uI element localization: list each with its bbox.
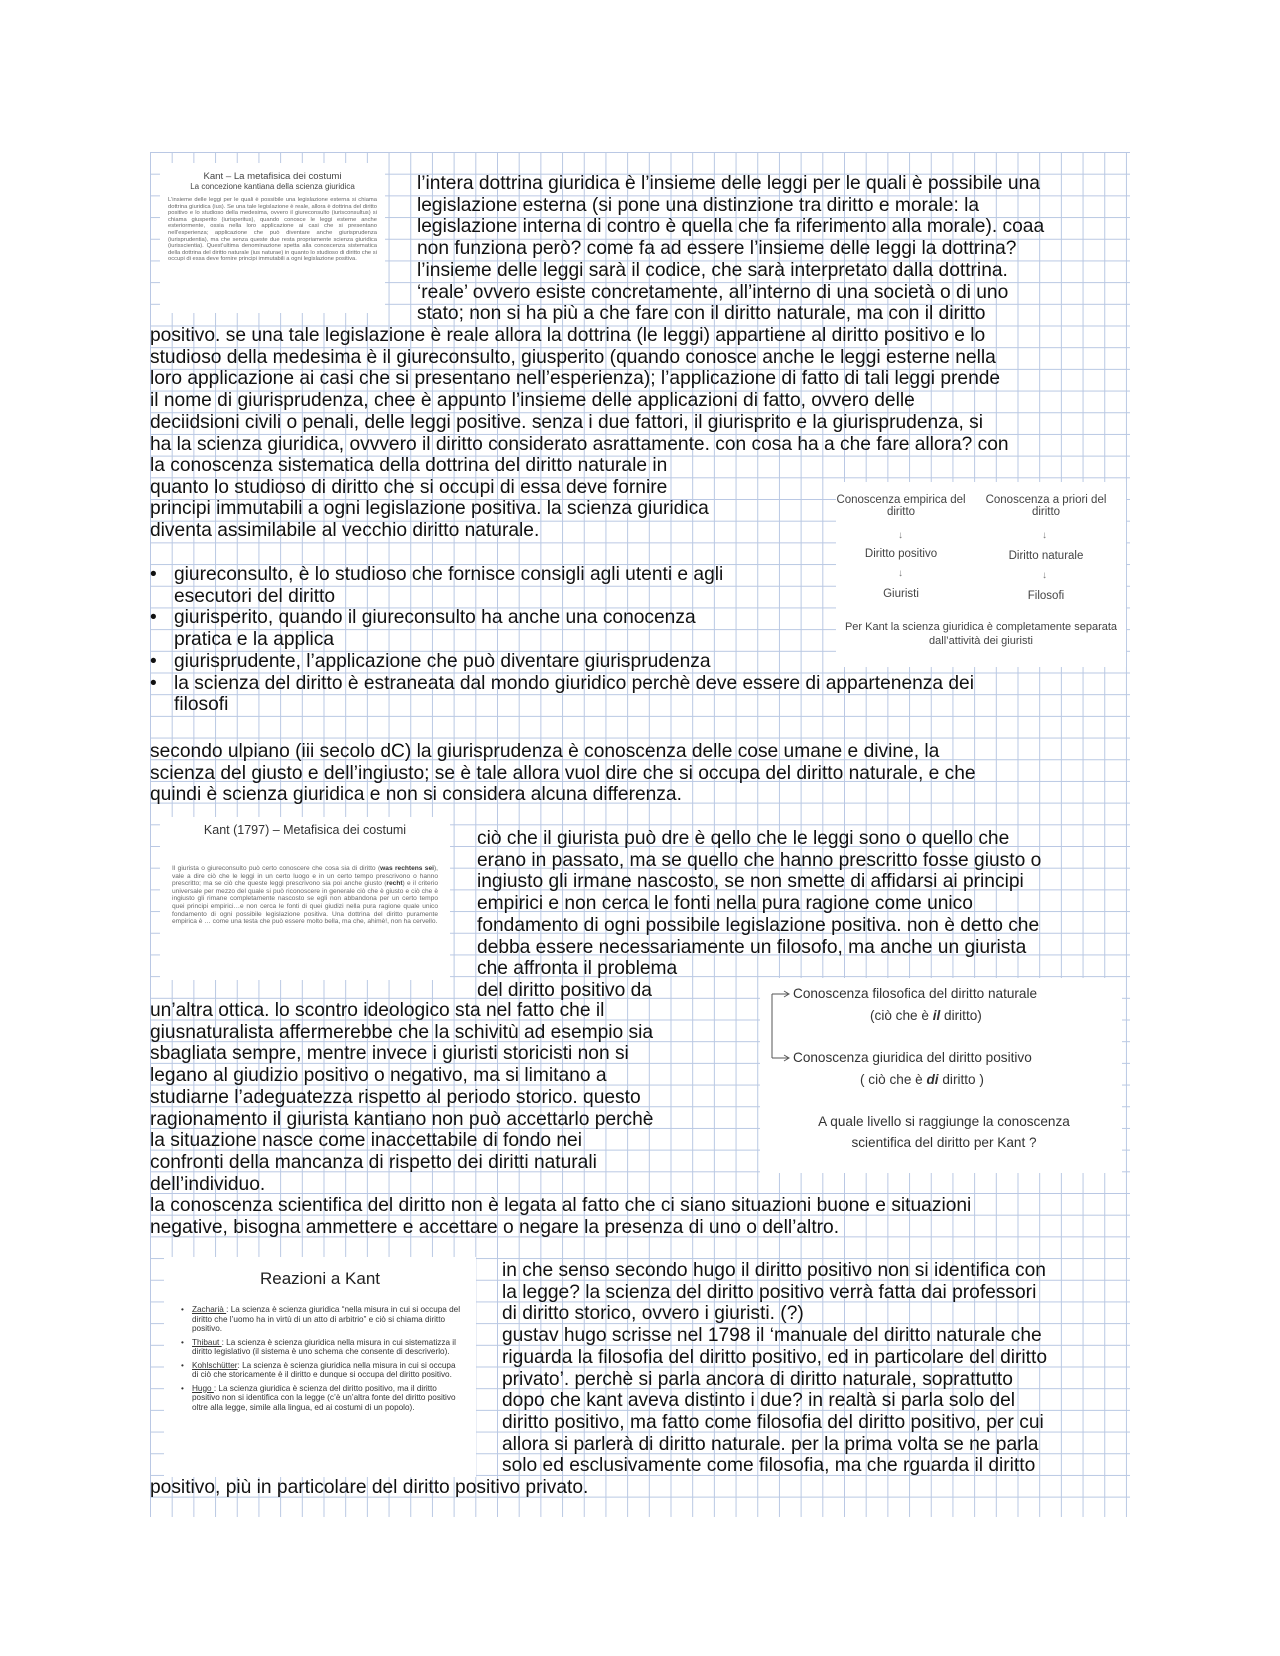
text-line: dopo che kant aveva distinto i due? in realtà si parla solo del [502, 1390, 1016, 1412]
label-cio-che-e-il-diritto: (ciò che è il diritto) [870, 1008, 982, 1023]
text-line: fondamento di ogni possibile legislazione positiva. non è detto che [477, 914, 1040, 936]
text-line: gustav hugo scrisse nel 1798 il ‘manuale del diritto naturale che [502, 1325, 1042, 1347]
question-line: scientifica del diritto per Kant ? [851, 1135, 1037, 1150]
label-cio-che-e-di-diritto: ( ciò che è di diritto ) [860, 1072, 984, 1087]
text-line: la conoscenza sistematica della dottrina del diritto naturale in [150, 455, 668, 476]
text-line: allora si parlerà di diritto naturale. per la prima volta se ne parla [502, 1433, 1039, 1455]
text-line: studioso della medesima è il giureconsulto, giusperito (quando conosce anche le leggi esterne nella [150, 346, 996, 368]
slide-kant-1797 [160, 817, 450, 980]
text-line: sbagliata sempre, mentre invece i giuristi storicisti non si [150, 1043, 629, 1065]
label-a-priori: Conoscenza a priori del diritto [985, 494, 1107, 518]
arrow-down-icon: ↓ [898, 568, 903, 579]
text-line: solo ed esclusivamente come filosofia, ma che rguarda il diritto [502, 1455, 1036, 1477]
list-item: • Kohlschütter: La scienza è scienza giuridica nella misura in cui si occupa di ciò che storicamente è il diritto e dunque si occupa del diritto positivo. [178, 1361, 462, 1380]
text-line: • la scienza del diritto è estraneata dal mondo giuridico perchè deve essere di appartenenza dei [174, 672, 974, 694]
text-line: negative, bisogna ammettere e accettare o negare la presenza di uno o dell’altro. [150, 1216, 840, 1238]
text-line: scienza del giusto e dell’ingiusto; se è tale allora vuol dire che si occupa del diritto naturale, e che [150, 762, 976, 784]
text-line: quindi è scienza giuridica e non si considera alcuna differenza. [150, 784, 682, 806]
text-line: ingiusto gli irmane nascosto, se non smette di affidarsi ai principi [477, 871, 1024, 893]
list-item [150, 607, 1130, 650]
text-line: diventa assimilabile al vecchio diritto naturale. [150, 520, 540, 542]
list-item [150, 673, 1130, 716]
paragraph-conoscenza-scientifica [150, 1195, 1130, 1238]
text-line: principi immutabili a ogni legislazione positiva. la scienza giuridica [150, 498, 709, 520]
slide-kant-metafisica [160, 163, 385, 313]
text-line: ha la scienza giuridica, ovvvero il diritto considerato asrattamente. con cosa ha a che fare allora? con [150, 433, 1009, 455]
text-line: in che senso secondo hugo il diritto positivo non si identifica con [502, 1260, 1046, 1281]
label-empirica: Conoscenza empirica del diritto [836, 494, 966, 518]
text-line: erano in passato, ma se quello che hanno prescritto fosse giusto o [477, 849, 1042, 871]
text-line: • giurisperito, quando il giureconsulto ha anche una conocenza [174, 607, 696, 629]
text-line: giusnaturalista affermerebbe che la schivitù ad esempio sia [150, 1021, 654, 1043]
text-line: studiarne l’adeguatezza rispetto al periodo storico. questo [150, 1086, 641, 1108]
text-line: positivo. se una tale legislazione è reale allora la dottrina (le leggi) appartiene al diritto positivo e lo [150, 325, 986, 346]
text-line: stato; non si ha più a che fare con il diritto naturale, ma con il diritto [417, 303, 986, 325]
text-line: non funziona però? come fa ad essere l’insieme delle leggi la dottrina? [417, 238, 1017, 260]
list-item: • Hugo : La scienza giuridica è scienza del diritto positivo, ma il diritto positivo non si identifica con la legge (c’è un’altra fonte del diritto positivo oltre alla legge, simile alla lingua, ed ai costumi di un popolo). [178, 1384, 462, 1413]
text-line: esecutori del diritto [174, 585, 336, 607]
text-line: diritto positivo, ma fatto come filosofia del diritto positivo, per cui [502, 1411, 1044, 1433]
text-line: • giureconsulto, è lo studioso che fornisce consigli agli utenti e agli [174, 564, 724, 585]
slide-title: Kant (1797) – Metafisica dei costumi [203, 823, 407, 837]
text-line: • giurisprudente, l’applicazione che può diventare giurisprudenza [174, 650, 711, 672]
text-line: legislazione interna di contro è quella che fa riferimento alla morale). coaa [417, 216, 1045, 238]
text-line: di diritto storico, ovvero i giuristi. (?) [502, 1303, 804, 1325]
label-diritto-naturale: Diritto naturale [1008, 550, 1084, 562]
text-line: l’intera dottrina giuridica è l’insieme delle leggi per le quali è possibile una [417, 173, 1040, 194]
text-line: l’insieme delle leggi sarà il codice, che sarà interpretato dalla dottrina. [417, 259, 1008, 281]
diagram-caption: Per Kant la scienza giuridica è completamente separata dall’attività dei giuristi [844, 621, 1118, 647]
label-giuristi: Giuristi [883, 588, 919, 600]
text-line: quanto lo studioso di diritto che si occupi di essa deve fornire [150, 476, 668, 498]
text-line: secondo ulpiano (iii secolo dC) la giurisprudenza è conoscenza delle cose umane e divine, la [150, 741, 940, 762]
paragraph-conclusione [150, 1477, 1130, 1499]
text-line: legislazione esterna (si pone una distinzione tra diritto e morale: la [417, 194, 980, 216]
text-line: loro applicazione ai casi che si presentano nell’esperienza); l’applicazione di fatto di tali leggi prende [150, 368, 1001, 390]
slide-title: Reazioni a Kant [259, 1269, 381, 1288]
list-item [150, 651, 1130, 673]
label-conoscenza-filosofica: Conoscenza filosofica del diritto naturale [793, 986, 1038, 1001]
text-line: positivo, più in particolare del diritto positivo privato. [150, 1477, 589, 1498]
text-line: la conoscenza scientifica del diritto non è legata al fatto che ci siano situazioni buone e situazioni [150, 1195, 972, 1216]
text-line: privato’. perchè si parla ancora di diritto naturale, soprattutto [502, 1368, 1013, 1390]
text-line: del diritto positivo da [477, 979, 652, 1001]
text-line: empirici e non cerca le fonti nella pura ragione come unico [477, 893, 973, 915]
question-line: A quale livello si raggiunge la conoscenza [818, 1114, 1070, 1129]
label-diritto-positivo: Diritto positivo [864, 548, 938, 560]
paragraph-scontro-ideologico [150, 1000, 760, 1195]
text-line: il nome di giurisprudenza, chee è appunto l’insieme delle applicazioni di fatto, ovvero delle [150, 390, 915, 412]
bullet-list-ruoli [150, 564, 1130, 716]
label-conoscenza-giuridica: Conoscenza giuridica del diritto positivo [793, 1050, 1032, 1065]
slide-body: Il giurista o giureconsulto può certo conoscere che cosa sia di diritto (was rechtens sei), vale a dire ciò che le leggi in un certo luogo e in un certo tempo prescrivono o hanno prescritto; ma se ciò che queste leggi prescrivono sia poi anche giusto (recht) e il criterio universale per mezzo del quale si può riconoscere in generale ciò che è giusto e ciò che è ingiusto gli rimane completamente nascosto se egli non abbandona per un certo tempo quei principi empirici…e non cerca le fonti di quei giudizi nella pura ragione quale unico fondamento di ogni possibile legislazione positiva. Una dottrina del diritto puramente empirica è … come una testa che può essere molto bella, ma che, ahimè!, non ha cervello. [172, 865, 438, 926]
text-line: dell’individuo. [150, 1173, 266, 1195]
text-line: la situazione nasce come inaccettabile di fondo nei [150, 1130, 582, 1152]
arrow-down-icon: ↓ [1042, 530, 1047, 541]
paragraph-ulpiano [150, 741, 1130, 806]
paragraph-conoscenza-sistematica [150, 455, 830, 542]
bracket-arrows-icon [762, 986, 792, 1076]
slide-reazioni-kant [164, 1257, 476, 1477]
arrow-down-icon: ↓ [898, 530, 903, 541]
label-filosofi: Filosofi [1027, 590, 1065, 602]
text-line: ragionamento il giurista kantiano non può accettarlo perchè [150, 1108, 654, 1130]
text-line: ‘reale’ ovvero esiste concretamente, all’interno di una società o di uno [417, 281, 1009, 303]
diagram-livelli-conoscenza [760, 978, 1122, 1173]
text-line: deciidsioni civili o penali, delle leggi positive. senza i due fattori, il giurisprito e la giurisprudenza, si [150, 411, 983, 433]
slide-subtitle: La concezione kantiana della scienza giuridica [190, 182, 355, 191]
text-line: un’altra ottica. lo scontro ideologico sta nel fatto che il [150, 1000, 605, 1021]
text-line: filosofi [174, 694, 229, 716]
paragraph-giurista [477, 828, 1127, 1002]
text-line: confronti della mancanza di rispetto dei diritti naturali [150, 1151, 597, 1173]
text-line: legano al giudizio positivo o negativo, ma si limitano a [150, 1065, 607, 1087]
text-line: la legge? la scienza del diritto positivo verrà fatta dai professori [502, 1281, 1037, 1303]
text-line: pratica e la applica [174, 629, 334, 651]
slide-body: L’insieme delle leggi per le quali è possibile una legislazione esterna si chiama dottrina giuridica (ius). Se una tale legislazione è reale, allora è dottrina del diritto positivo e lo studioso della medesima, ovvero il giureconsulto (iurisconsultus) si chiama giusperito (iurisperitus), quando conosce le leggi esterne anche esteriormente, ossia nella loro applicazione ai casi che si presentano nell’esperienza; applicazione che può diventare anche giurisprudenza (iurisprudentia), ma che senza queste due resta propriamente scienza giuridica (iurisscientia). Quest’ultima denominazione spetta alla conoscenza sistematica della dottrina del diritto naturale (ius naturae) in quanto lo studioso di diritto che si occupi di essa deve fornire principi immutabili a ogni legislazione positiva. [168, 197, 377, 263]
paragraph-dottrina-giuridica [417, 173, 1127, 325]
text-line: debba essere necessariamente un filosofo, ma anche un giurista [477, 936, 1027, 958]
paragraph-hugo [502, 1260, 1127, 1477]
slide-title: Kant – La metafisica dei costumi [203, 171, 342, 182]
list-item: • Thibaut : La scienza è scienza giuridica nella misura in cui sistematizza il diritto legislativo (il sistema è uno schema che consente di descriverlo). [178, 1338, 462, 1357]
list-item [150, 564, 1130, 607]
text-line: ciò che il giurista può dre è qello che le leggi sono o quello che [477, 828, 1010, 849]
paragraph-legislazione-reale [150, 325, 1130, 455]
list-item: • Zacharià : La scienza è scienza giuridica “nella misura in cui si occupa del diritto che l’uomo ha in virtù di un atto di arbitrio” e ciò si chiama diritto positivo. [178, 1305, 462, 1334]
text-line: che affronta il problema [477, 958, 678, 980]
arrow-down-icon: ↓ [1042, 570, 1047, 581]
text-line: riguarda la filosofia del diritto positivo, ed in particolare del diritto [502, 1346, 1047, 1368]
